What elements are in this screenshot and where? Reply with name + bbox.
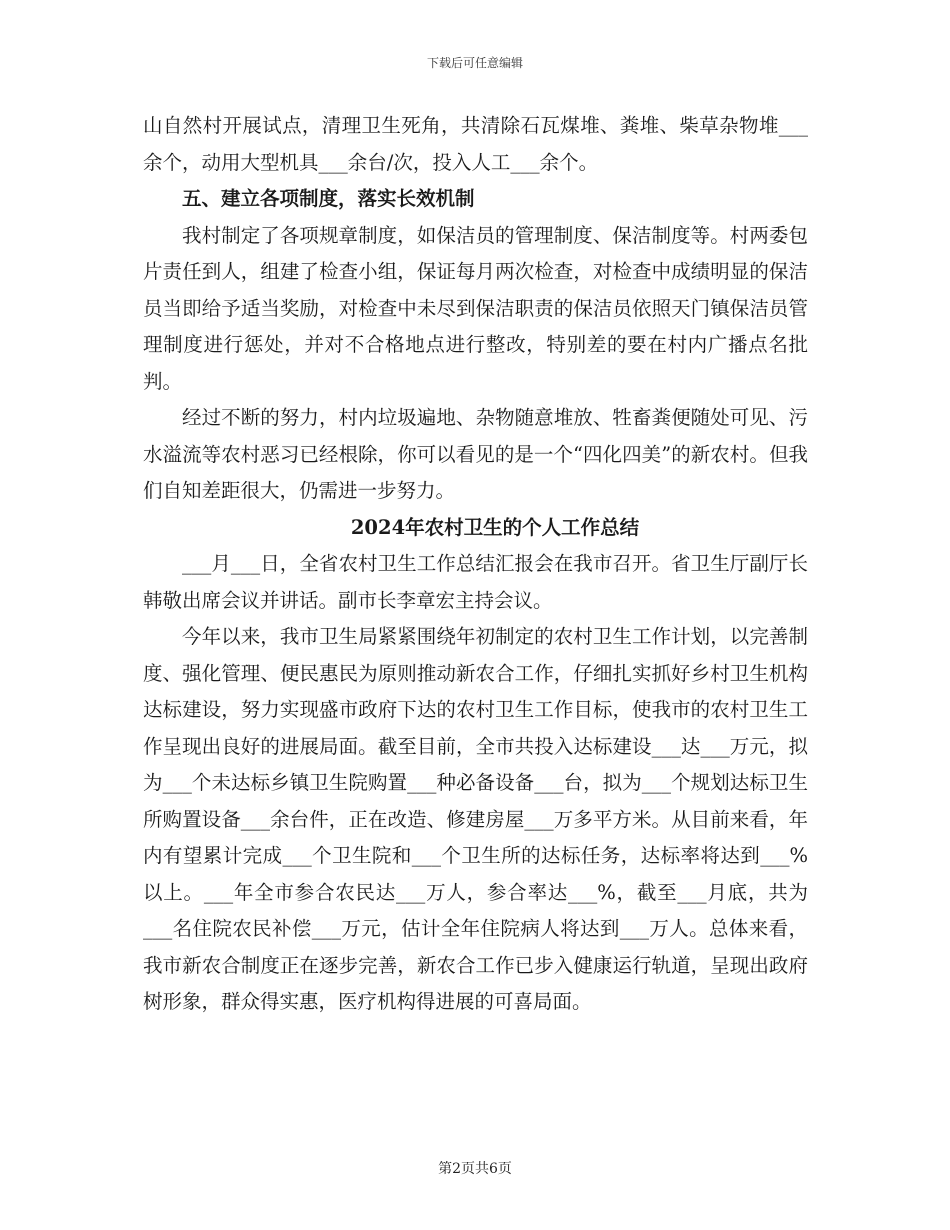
body-paragraph: 我村制定了各项规章制度，如保洁员的管理制度、保洁制度等。村两委包片责任到人，组建了检查小组，保证每月两次检查，对检查中成绩明显的保洁员当即给予适当奖励，对检查中未尽到保洁职责的保洁员依照天门镇保洁员管理制度进行惩处，并对不合格地点进行整改，特别差的要在村内广播点名批判。: [143, 223, 808, 393]
body-paragraph: 今年以来，我市卫生局紧紧围绕年初制定的农村卫生工作计划，以完善制度、强化管理、便民惠民为原则推动新农合工作，仔细扎实抓好乡村卫生机构达标建设，努力实现盛市政府下达的农村卫生工作目标，使我市的农村卫生工作呈现出良好的进展局面。截至目前，全市共投入达标建设___达___万元，拟为___个未达标乡镇卫生院购置___种必备设备___台，拟为___个规划达标卫生所购置设备___余台件，正在改造、修建房屋___万多平方米。从目前来看，年内有望累计完成___个卫生院和___个卫生所的达标任务，达标率将达到___%以上。___年全市参合农民达___万人，参合率达___%，截至___月底，共为___名住院农民补偿___万元，估计全年住院病人将达到___万人。总体来看，我市新农合制度正在逐步完善，新农合工作已步入健康运行轨道，呈现出政府树形象，群众得实惠，医疗机构得进展的可喜局面。: [143, 625, 808, 1013]
body-paragraph: 经过不断的努力，村内垃圾遍地、杂物随意堆放、牲畜粪便随处可见、污水溢流等农村恶习已经根除，你可以看见的是一个“四化四美”的新农村。但我们自知差距很大，仍需进一步努力。: [143, 406, 808, 502]
document-body: [143, 108, 808, 1021]
page-header-note: 下载后可任意编辑: [426, 56, 523, 70]
page-number-footer: 第2页共6页: [438, 1161, 512, 1177]
body-paragraph: ___月___日，全省农村卫生工作总结汇报会在我市召开。省卫生厅副厅长韩敬出席会议并讲话。副市长李章宏主持会议。: [143, 552, 808, 612]
document-title: 2024年农村卫生的个人工作总结: [350, 515, 640, 539]
section-heading: 五、建立各项制度，落实长效机制: [182, 187, 475, 210]
body-paragraph: 山自然村开展试点，清理卫生死角，共清除石瓦煤堆、粪堆、柴草杂物堆___余个，动用大型机具___余台/次，投入人工___余个。: [143, 114, 808, 174]
